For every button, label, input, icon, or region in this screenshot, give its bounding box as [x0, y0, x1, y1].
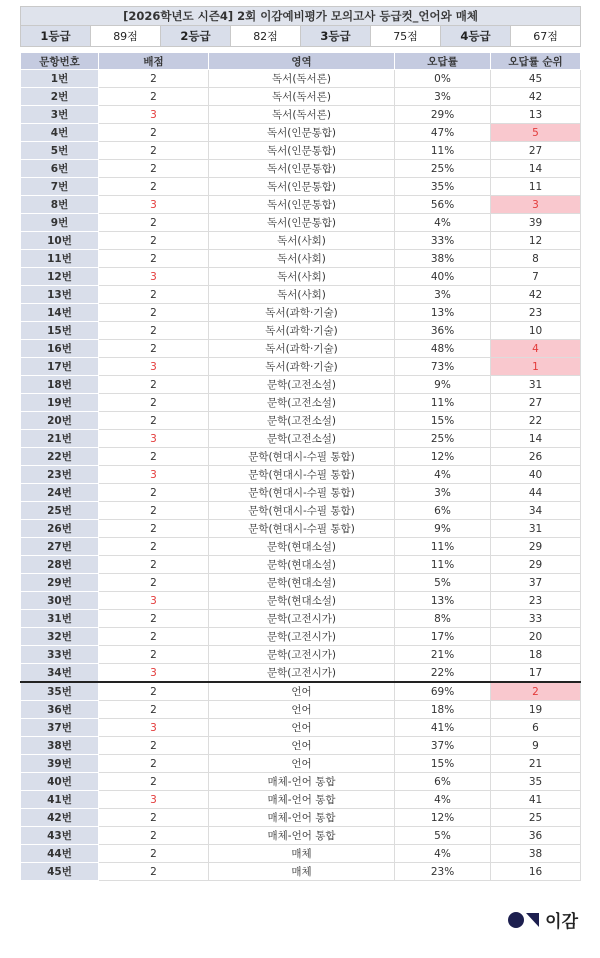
points: 2 [99, 70, 209, 88]
table-row [21, 520, 581, 538]
question-number: 36번 [21, 701, 99, 719]
wrong-rate: 11% [395, 556, 491, 574]
area: 독서(사회) [209, 232, 395, 250]
wrong-rate: 33% [395, 232, 491, 250]
grade-value: 89점 [91, 26, 161, 47]
wrong-rate-rank: 12 [491, 232, 581, 250]
wrong-rate: 6% [395, 773, 491, 791]
points: 3 [99, 719, 209, 737]
wrong-rate-rank: 1 [491, 358, 581, 376]
question-number: 21번 [21, 430, 99, 448]
wrong-rate: 0% [395, 70, 491, 88]
table-row [21, 412, 581, 430]
question-number: 3번 [21, 106, 99, 124]
question-number: 12번 [21, 268, 99, 286]
table-row [21, 484, 581, 502]
table-row [21, 124, 581, 142]
column-header: 영역 [209, 53, 395, 70]
table-row [21, 376, 581, 394]
question-number: 4번 [21, 124, 99, 142]
wrong-rate: 25% [395, 430, 491, 448]
table-row [21, 70, 581, 88]
question-number: 10번 [21, 232, 99, 250]
points: 3 [99, 196, 209, 214]
table-row [21, 791, 581, 809]
points: 2 [99, 809, 209, 827]
grade-value: 75점 [371, 26, 441, 47]
area: 매체-언어 통합 [209, 809, 395, 827]
table-row [21, 845, 581, 863]
question-number: 41번 [21, 791, 99, 809]
wrong-rate: 29% [395, 106, 491, 124]
table-row [21, 664, 581, 683]
points: 2 [99, 304, 209, 322]
table-row [21, 178, 581, 196]
area: 문학(현대시-수필 통합) [209, 448, 395, 466]
points: 3 [99, 466, 209, 484]
points: 2 [99, 340, 209, 358]
wrong-rate: 17% [395, 628, 491, 646]
points: 2 [99, 556, 209, 574]
area: 문학(현대시-수필 통합) [209, 466, 395, 484]
question-number: 33번 [21, 646, 99, 664]
area: 문학(고전소설) [209, 376, 395, 394]
area: 언어 [209, 755, 395, 773]
area: 독서(과학·기술) [209, 340, 395, 358]
wrong-rate-rank: 41 [491, 791, 581, 809]
area: 문학(현대시-수필 통합) [209, 502, 395, 520]
area: 독서(사회) [209, 286, 395, 304]
table-row [21, 502, 581, 520]
question-number: 23번 [21, 466, 99, 484]
area: 문학(고전시가) [209, 664, 395, 683]
points: 2 [99, 863, 209, 881]
area: 문학(고전소설) [209, 430, 395, 448]
wrong-rate-rank: 7 [491, 268, 581, 286]
table-row [21, 160, 581, 178]
area: 독서(과학·기술) [209, 322, 395, 340]
wrong-rate-rank: 3 [491, 196, 581, 214]
igam-logo-icon [507, 911, 541, 929]
wrong-rate: 12% [395, 448, 491, 466]
points: 2 [99, 322, 209, 340]
wrong-rate-rank: 2 [491, 682, 581, 701]
area: 독서(인문통합) [209, 196, 395, 214]
wrong-rate-rank: 39 [491, 214, 581, 232]
points: 3 [99, 106, 209, 124]
wrong-rate-rank: 23 [491, 304, 581, 322]
wrong-rate-rank: 4 [491, 340, 581, 358]
wrong-rate: 12% [395, 809, 491, 827]
question-number: 7번 [21, 178, 99, 196]
area: 매체-언어 통합 [209, 827, 395, 845]
area: 언어 [209, 737, 395, 755]
question-number: 22번 [21, 448, 99, 466]
points: 2 [99, 520, 209, 538]
question-number: 45번 [21, 863, 99, 881]
question-number: 15번 [21, 322, 99, 340]
points: 2 [99, 628, 209, 646]
question-number: 20번 [21, 412, 99, 430]
points: 2 [99, 160, 209, 178]
wrong-rate: 5% [395, 827, 491, 845]
area: 매체-언어 통합 [209, 791, 395, 809]
wrong-rate-rank: 42 [491, 88, 581, 106]
table-row [21, 809, 581, 827]
wrong-rate-rank: 6 [491, 719, 581, 737]
question-number: 11번 [21, 250, 99, 268]
column-header: 오답률 순위 [491, 53, 581, 70]
points: 2 [99, 773, 209, 791]
question-number: 2번 [21, 88, 99, 106]
points: 2 [99, 574, 209, 592]
page-title: [2026학년도 시즌4] 2회 이감예비평가 모의고사 등급컷_언어와 매체 [21, 7, 581, 26]
wrong-rate-rank: 40 [491, 466, 581, 484]
logo [507, 907, 578, 932]
wrong-rate: 73% [395, 358, 491, 376]
points: 3 [99, 664, 209, 683]
wrong-rate-rank: 42 [491, 286, 581, 304]
question-number: 18번 [21, 376, 99, 394]
grade-label: 2등급 [161, 26, 231, 47]
table-row [21, 701, 581, 719]
area: 문학(현대소설) [209, 574, 395, 592]
wrong-rate-rank: 14 [491, 160, 581, 178]
area: 문학(고전시가) [209, 646, 395, 664]
question-number: 29번 [21, 574, 99, 592]
wrong-rate: 11% [395, 142, 491, 160]
question-number: 37번 [21, 719, 99, 737]
grade-label: 3등급 [301, 26, 371, 47]
question-number: 1번 [21, 70, 99, 88]
wrong-rate: 8% [395, 610, 491, 628]
table-row [21, 628, 581, 646]
wrong-rate: 36% [395, 322, 491, 340]
wrong-rate: 47% [395, 124, 491, 142]
area: 매체 [209, 863, 395, 881]
wrong-rate: 37% [395, 737, 491, 755]
table-row [21, 466, 581, 484]
grade-value: 67점 [511, 26, 581, 47]
points: 2 [99, 232, 209, 250]
wrong-rate-rank: 21 [491, 755, 581, 773]
wrong-rate-rank: 31 [491, 376, 581, 394]
question-number: 26번 [21, 520, 99, 538]
points: 2 [99, 701, 209, 719]
points: 2 [99, 214, 209, 232]
wrong-rate-rank: 31 [491, 520, 581, 538]
area: 독서(독서론) [209, 106, 395, 124]
question-number: 9번 [21, 214, 99, 232]
question-number: 17번 [21, 358, 99, 376]
wrong-rate: 40% [395, 268, 491, 286]
question-number: 8번 [21, 196, 99, 214]
grade-label: 1등급 [21, 26, 91, 47]
wrong-rate-rank: 45 [491, 70, 581, 88]
wrong-rate: 9% [395, 520, 491, 538]
question-number: 5번 [21, 142, 99, 160]
area: 독서(사회) [209, 268, 395, 286]
area: 언어 [209, 701, 395, 719]
wrong-rate: 11% [395, 538, 491, 556]
question-number: 40번 [21, 773, 99, 791]
area: 언어 [209, 719, 395, 737]
points: 2 [99, 682, 209, 701]
wrong-rate-rank: 29 [491, 556, 581, 574]
table-row [21, 142, 581, 160]
points: 2 [99, 142, 209, 160]
points: 2 [99, 755, 209, 773]
wrong-rate: 13% [395, 592, 491, 610]
question-number: 14번 [21, 304, 99, 322]
question-number: 35번 [21, 682, 99, 701]
area: 매체-언어 통합 [209, 773, 395, 791]
wrong-rate-rank: 36 [491, 827, 581, 845]
table-row [21, 214, 581, 232]
area: 독서(인문통합) [209, 214, 395, 232]
wrong-rate: 15% [395, 755, 491, 773]
wrong-rate-rank: 8 [491, 250, 581, 268]
question-number: 19번 [21, 394, 99, 412]
wrong-rate: 15% [395, 412, 491, 430]
area: 독서(사회) [209, 250, 395, 268]
question-number: 31번 [21, 610, 99, 628]
table-row [21, 286, 581, 304]
wrong-rate-rank: 13 [491, 106, 581, 124]
area: 문학(고전소설) [209, 412, 395, 430]
table-row [21, 737, 581, 755]
sheet [20, 6, 580, 881]
points: 2 [99, 827, 209, 845]
question-number: 28번 [21, 556, 99, 574]
points: 2 [99, 502, 209, 520]
points: 2 [99, 646, 209, 664]
wrong-rate-rank: 26 [491, 448, 581, 466]
area: 문학(현대소설) [209, 538, 395, 556]
question-number: 13번 [21, 286, 99, 304]
area: 문학(현대시-수필 통합) [209, 484, 395, 502]
logo-text: 이감 [545, 912, 578, 932]
wrong-rate: 21% [395, 646, 491, 664]
points: 2 [99, 538, 209, 556]
table-row [21, 592, 581, 610]
wrong-rate: 3% [395, 484, 491, 502]
table-row [21, 304, 581, 322]
table-row [21, 88, 581, 106]
wrong-rate-rank: 17 [491, 664, 581, 683]
points: 2 [99, 394, 209, 412]
table-header-row [21, 53, 581, 70]
question-number: 38번 [21, 737, 99, 755]
points: 2 [99, 88, 209, 106]
wrong-rate: 4% [395, 466, 491, 484]
wrong-rate: 5% [395, 574, 491, 592]
question-number: 27번 [21, 538, 99, 556]
area: 언어 [209, 682, 395, 701]
wrong-rate-rank: 19 [491, 701, 581, 719]
table-row [21, 106, 581, 124]
wrong-rate: 38% [395, 250, 491, 268]
area: 문학(고전시가) [209, 628, 395, 646]
question-number: 43번 [21, 827, 99, 845]
wrong-rate-rank: 20 [491, 628, 581, 646]
area: 독서(인문통합) [209, 178, 395, 196]
grade-row [21, 26, 581, 47]
question-number: 24번 [21, 484, 99, 502]
wrong-rate: 22% [395, 664, 491, 683]
question-number: 39번 [21, 755, 99, 773]
wrong-rate-rank: 37 [491, 574, 581, 592]
table-row [21, 394, 581, 412]
table-row [21, 574, 581, 592]
table-row [21, 773, 581, 791]
table-row [21, 430, 581, 448]
wrong-rate-rank: 35 [491, 773, 581, 791]
wrong-rate: 48% [395, 340, 491, 358]
points: 3 [99, 592, 209, 610]
column-header: 배점 [99, 53, 209, 70]
wrong-rate-rank: 29 [491, 538, 581, 556]
wrong-rate-rank: 10 [491, 322, 581, 340]
wrong-rate-rank: 25 [491, 809, 581, 827]
points: 2 [99, 376, 209, 394]
wrong-rate-rank: 14 [491, 430, 581, 448]
wrong-rate-rank: 23 [491, 592, 581, 610]
wrong-rate: 3% [395, 88, 491, 106]
wrong-rate: 56% [395, 196, 491, 214]
points: 3 [99, 791, 209, 809]
table-row [21, 538, 581, 556]
area: 독서(인문통합) [209, 124, 395, 142]
points: 2 [99, 178, 209, 196]
wrong-rate-rank: 5 [491, 124, 581, 142]
points: 2 [99, 412, 209, 430]
wrong-rate: 11% [395, 394, 491, 412]
points: 3 [99, 430, 209, 448]
wrong-rate-rank: 34 [491, 502, 581, 520]
wrong-rate-rank: 11 [491, 178, 581, 196]
area: 독서(인문통합) [209, 160, 395, 178]
grade-value: 82점 [231, 26, 301, 47]
table-row [21, 340, 581, 358]
question-number: 25번 [21, 502, 99, 520]
table-row [21, 250, 581, 268]
wrong-rate-rank: 33 [491, 610, 581, 628]
grade-cut-table [20, 6, 581, 47]
wrong-rate: 3% [395, 286, 491, 304]
area: 문학(고전소설) [209, 394, 395, 412]
question-number: 44번 [21, 845, 99, 863]
wrong-rate: 23% [395, 863, 491, 881]
question-number: 30번 [21, 592, 99, 610]
table-row [21, 556, 581, 574]
wrong-rate: 69% [395, 682, 491, 701]
wrong-rate: 4% [395, 845, 491, 863]
area: 독서(독서론) [209, 70, 395, 88]
wrong-rate: 4% [395, 214, 491, 232]
wrong-rate: 4% [395, 791, 491, 809]
table-row [21, 448, 581, 466]
table-row [21, 827, 581, 845]
table-row [21, 610, 581, 628]
column-header: 문항번호 [21, 53, 99, 70]
table-row [21, 755, 581, 773]
points: 2 [99, 845, 209, 863]
wrong-rate-rank: 27 [491, 142, 581, 160]
table-row [21, 863, 581, 881]
wrong-rate: 18% [395, 701, 491, 719]
points: 2 [99, 286, 209, 304]
points: 3 [99, 358, 209, 376]
points: 3 [99, 268, 209, 286]
wrong-rate: 41% [395, 719, 491, 737]
wrong-rate-rank: 18 [491, 646, 581, 664]
wrong-rate: 35% [395, 178, 491, 196]
question-number: 32번 [21, 628, 99, 646]
wrong-rate-rank: 22 [491, 412, 581, 430]
points: 2 [99, 737, 209, 755]
area: 매체 [209, 845, 395, 863]
points: 2 [99, 484, 209, 502]
wrong-rate: 25% [395, 160, 491, 178]
area: 독서(과학·기술) [209, 304, 395, 322]
question-number: 6번 [21, 160, 99, 178]
points: 2 [99, 124, 209, 142]
table-body [21, 70, 581, 881]
area: 독서(과학·기술) [209, 358, 395, 376]
question-number: 16번 [21, 340, 99, 358]
table-row [21, 682, 581, 701]
wrong-rate-table [20, 52, 581, 881]
wrong-rate-rank: 9 [491, 737, 581, 755]
grade-label: 4등급 [441, 26, 511, 47]
table-row [21, 358, 581, 376]
table-row [21, 232, 581, 250]
wrong-rate-rank: 38 [491, 845, 581, 863]
area: 독서(인문통합) [209, 142, 395, 160]
points: 2 [99, 448, 209, 466]
points: 2 [99, 610, 209, 628]
area: 문학(현대시-수필 통합) [209, 520, 395, 538]
wrong-rate: 13% [395, 304, 491, 322]
column-header: 오답률 [395, 53, 491, 70]
wrong-rate-rank: 44 [491, 484, 581, 502]
question-number: 34번 [21, 664, 99, 683]
table-row [21, 719, 581, 737]
table-row [21, 322, 581, 340]
wrong-rate: 6% [395, 502, 491, 520]
wrong-rate-rank: 16 [491, 863, 581, 881]
table-row [21, 268, 581, 286]
question-number: 42번 [21, 809, 99, 827]
wrong-rate-rank: 27 [491, 394, 581, 412]
table-row [21, 196, 581, 214]
area: 문학(현대소설) [209, 592, 395, 610]
wrong-rate: 9% [395, 376, 491, 394]
area: 문학(고전시가) [209, 610, 395, 628]
points: 2 [99, 250, 209, 268]
area: 독서(독서론) [209, 88, 395, 106]
area: 문학(현대소설) [209, 556, 395, 574]
table-row [21, 646, 581, 664]
